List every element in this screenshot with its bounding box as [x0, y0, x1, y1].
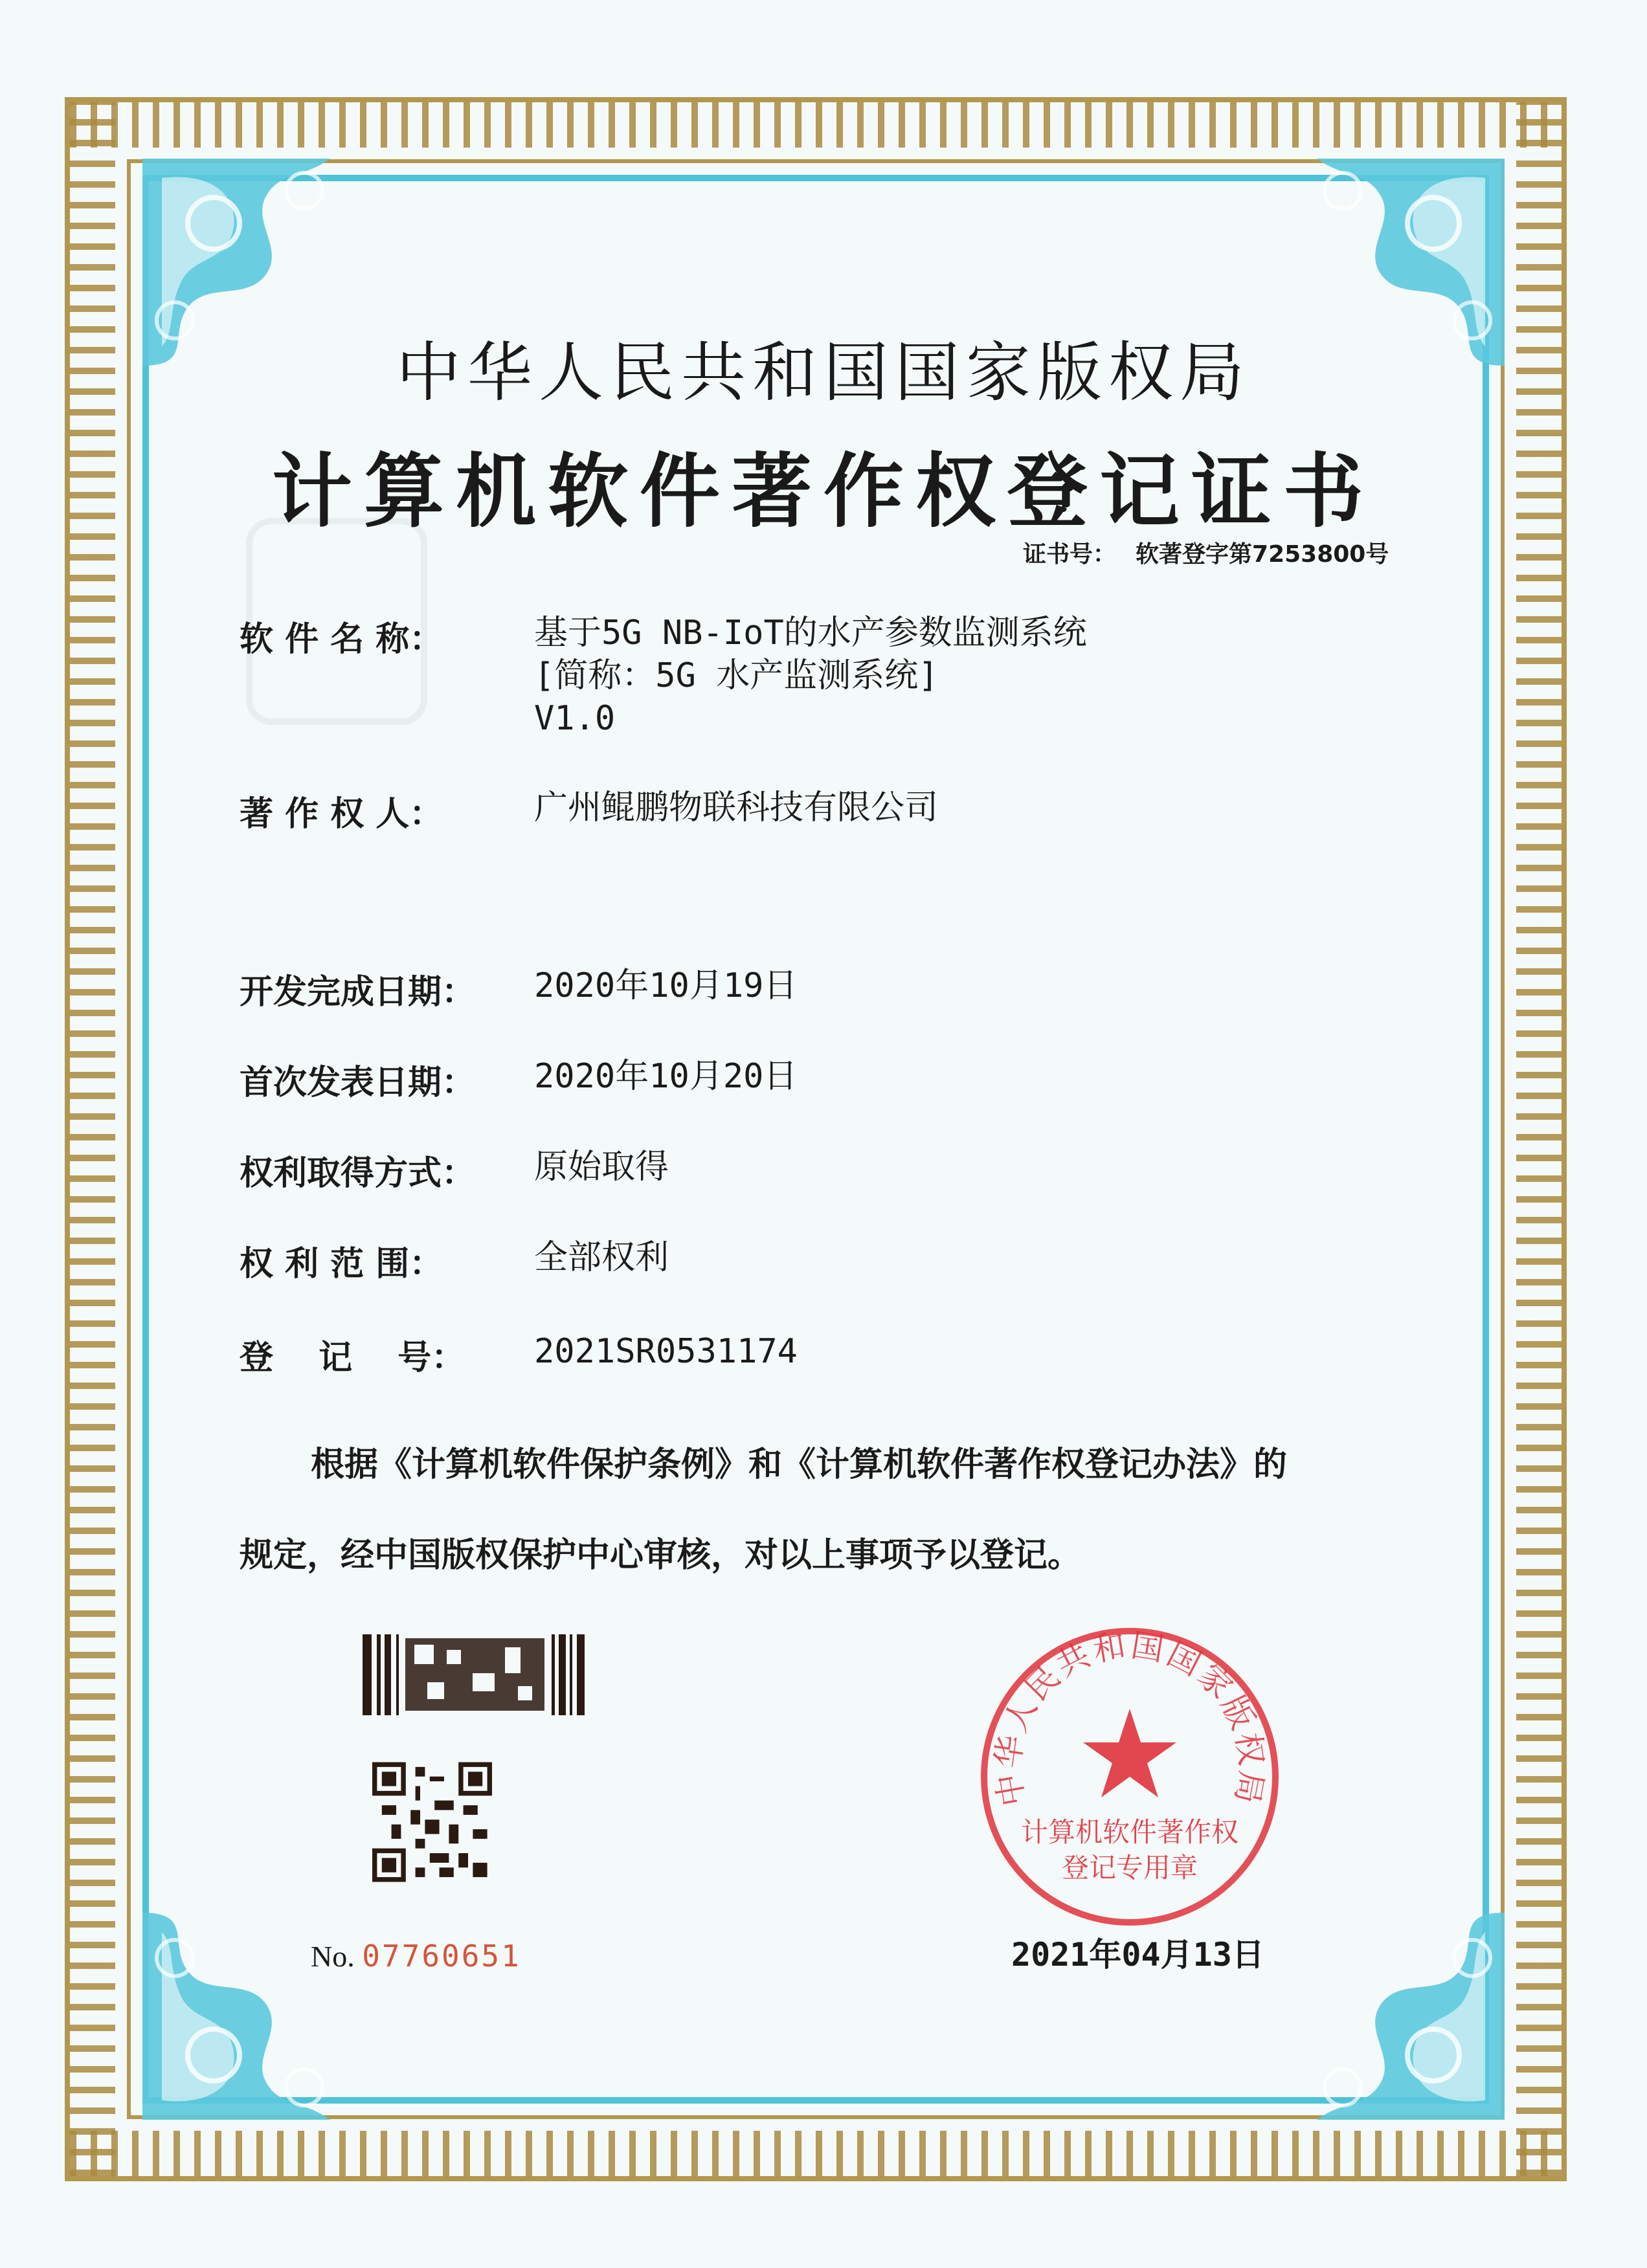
- field-registration-number: [240, 1330, 798, 1379]
- barcode: [363, 1634, 586, 1715]
- star-icon: [1083, 1709, 1176, 1797]
- field-acquisition: [240, 1146, 669, 1194]
- scope-label: 权 利 范 围：: [240, 1245, 443, 1284]
- qr-code: [372, 1761, 492, 1884]
- issue-date: 2021年04月13日: [1011, 1936, 1264, 1973]
- certificate-title: 计算机软件著作权登记证书: [271, 445, 1375, 539]
- field-publish-date: [240, 1055, 797, 1104]
- field-completion-date: [240, 964, 797, 1013]
- field-scope: [240, 1236, 669, 1285]
- statement-line-2: 规定，经中国版权保护中心审核，对以上事项予以登记。: [240, 1536, 1082, 1575]
- serial-value: 07760651: [362, 1939, 521, 1973]
- completion-date-label: 开发完成日期：: [240, 973, 476, 1012]
- seal-ring-text: 中华人民共和国国家版权局: [989, 1626, 1271, 1809]
- serial-prefix: No.: [311, 1940, 355, 1973]
- publish-date-label: 首次发表日期：: [240, 1063, 476, 1102]
- field-owner: [240, 786, 938, 835]
- publish-date-value: 2020年10月20日: [534, 1057, 798, 1096]
- software-name-line: 基于5G NB-IoT的水产参数监测系统: [534, 614, 1087, 652]
- owner-label: 著 作 权 人：: [240, 795, 443, 834]
- official-seal: [971, 1618, 1288, 1935]
- completion-date-value: 2020年10月19日: [534, 966, 798, 1005]
- seal-line-2: 登记专用章: [1061, 1852, 1198, 1884]
- greek-key-border-top: [70, 102, 1562, 148]
- registration-number-value: 2021SR0531174: [534, 1332, 798, 1371]
- acquisition-value: 原始取得: [534, 1148, 669, 1186]
- certificate-number: [1023, 536, 1408, 569]
- statement-line-1: 根据《计算机软件保护条例》和《计算机软件著作权登记办法》的: [311, 1445, 1288, 1484]
- certificate-number-value: 软著登字第7253800号: [1136, 541, 1389, 568]
- issuing-authority: 中华人民共和国国家版权局: [396, 335, 1251, 410]
- software-name-line: [简称：5G 水产监测系统]: [534, 656, 939, 695]
- acquisition-label: 权利取得方式：: [240, 1154, 476, 1193]
- software-name-value: [534, 612, 1087, 740]
- corner-ornament-bottom-left: [136, 1854, 408, 2126]
- certificate-number-label: 证书号：: [1023, 541, 1117, 568]
- owner-value: 广州鲲鹏物联科技有限公司: [534, 788, 939, 827]
- software-name-line: V1.0: [534, 699, 616, 738]
- serial-number: [311, 1939, 521, 1973]
- scope-value: 全部权利: [534, 1238, 669, 1277]
- field-software-name: [240, 612, 1087, 740]
- greek-key-border-bottom: [70, 2131, 1562, 2176]
- software-name-label: 软 件 名 称：: [240, 620, 443, 659]
- seal-line-1: 计算机软件著作权: [1020, 1816, 1239, 1848]
- registration-number-label: 登 记 号：: [240, 1339, 465, 1377]
